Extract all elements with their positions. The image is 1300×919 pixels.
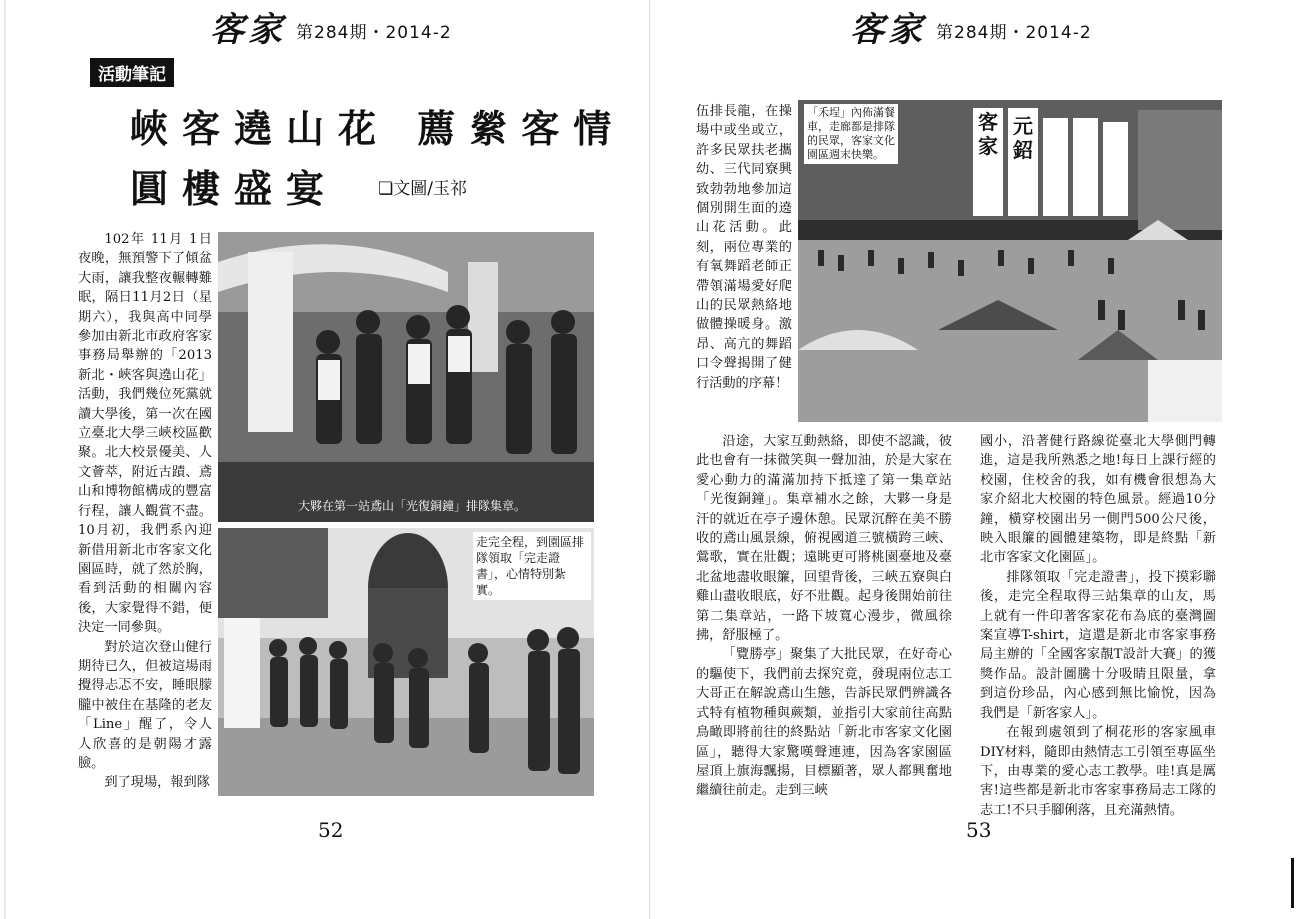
photo-queue-bell [218, 232, 594, 522]
right-text-column-right [980, 432, 1216, 820]
article-title-line2: 圓樓盛宴 [130, 166, 339, 211]
paragraph: 「覽勝亭」聚集了大批民眾，在好奇心的驅使下，我們前去探究竟，發現兩位志工大哥正在解說鳶山生態，告訴民眾們辨識各式特有植物種與蕨類，並指引大家前往高點鳥瞰即將前往的終點站「新北市客家文化園區」，聽得大家驚嘆聲連連，因為客家園區屋頂上旗海飄揚，目標顯著，眾人都興奮地繼續往前走。走到三峽 [696, 647, 952, 799]
right-text-column-middle [696, 432, 952, 801]
paragraph: 沿途，大家互動熱絡，即使不認識，彼此也會有一抹微笑與一聲加油，於是大家在愛心動力的滿滿加持下抵達了第一集章站「光復銅鐘」。集章補水之餘，大夥一身是汗的就近在亭子邊休憩。民眾沉醉在美不勝收的鳶山風景線，俯視國道三號橫跨三峽、鶯歌，實在壯觀；遠眺更可將桃園臺地及臺北盆地盡收眼簾，回望背後，三峽五寮與白雞山盡收眼底，好不壯觀。起身後開始前往第二集章站，一路下坡寬心漫步，微風徐拂，舒服極了。 [696, 434, 952, 644]
byline: ❏文圖/玉祁 [378, 179, 467, 199]
page-right [650, 0, 1300, 919]
photo-caption: 走完全程，到園區排隊領取「完走證書」，心情特別紮實。 [473, 532, 591, 600]
masthead-logo: 客家 [210, 10, 286, 50]
paragraph: 國小，沿著健行路線從臺北大學側門轉進，這是我所熟悉之地!每日上課行經的校園，住校舍的我，如有機會很想為大家介紹北大校園的特色風景。經過10分鐘，橫穿校園出另一側門500公尺後，映入眼簾的圓體建築物，即是終點「新北市客家文化園區」。 [980, 434, 1216, 566]
paragraph: 到了現場，報到隊 [104, 775, 210, 791]
issue-label: 第284期・2014-2 [296, 22, 452, 43]
photo-certificate-queue [218, 528, 594, 796]
masthead [210, 10, 452, 50]
paragraph: 排隊領取「完走證書」，投下摸彩聯後，走完全程取得三站集章的山友，馬上就有一件印著客家花布為底的臺灣圖案宣導T-shirt，這還是新北市客家事務局主辦的「全國客家靚T設計大賽」的獲獎作品。設計圖騰十分吸睛且限量，拿到這份珍品，內心感到無比愉悅，因為我們是「新客家人」。 [980, 569, 1216, 721]
banner-text: 元鉊 [1013, 114, 1033, 162]
masthead-logo: 客家 [850, 10, 926, 50]
banner-text: 客家 [978, 110, 998, 158]
paragraph: 伍排長龍，在操場中或坐或立，許多民眾扶老攜幼、三代同寮興致勃勃地參加這個別開生面的遶山花活動。此刻，兩位專業的有氧舞蹈老師正帶領滿場愛好爬山的民眾熱絡地做體操暖身。激昂、高亢的舞蹈口令聲揭開了健行活動的序幕！ [696, 104, 792, 391]
photo-illustration [218, 232, 594, 522]
photo-caption: 「禾埕」內佈滿餐車，走廊都是排隊的民眾，客家文化園區週末快樂。 [804, 104, 898, 164]
section-badge: 活動筆記 [90, 58, 174, 87]
paragraph: 在報到處領到了桐花形的客家風車DIY材料，隨即由熱情志工引領至專區坐下，由專業的愛心志工教學。哇!真是厲害!這些都是新北市客家事務局志工隊的志工!不只手腳俐落，且充滿熱情。 [980, 725, 1216, 818]
paragraph: 102年 11月 1日 夜晚，無預警下了傾盆大雨，讓我整夜輾轉難眠，隔日11月2日（星期六），我與高中同學參加由新北市政府客家事務局舉辦的「2013新北・峽客與遶山花」活動，我們幾位死黨就讀大學後，第一次在國立臺北大學三峽校區歡聚。北大校景優美、人文薈萃，附近古蹟、鳶山和博物館構成的豐富行程，讓人觀賞不盡。10月初，我們系內迎新借用新北市客家文化園區時，就了然於胸，看到活動的相關內容後，大家覺得不錯，便決定一同參與。 [78, 232, 212, 636]
article-title-line1: 峽客遶山花 薦縈客情 [130, 106, 626, 151]
photo-cultural-park [798, 100, 1222, 422]
left-text-column [78, 230, 212, 793]
page-number: 52 [318, 818, 344, 842]
photo-caption: 大夥在第一站鳶山「光復銅鐘」排隊集章。 [298, 499, 527, 513]
page-number: 53 [966, 818, 992, 842]
paragraph: 對於這次登山健行期待已久，但被這場雨攪得忐忑不安，睡眼朦朧中被住在基隆的老友「Line」醒了，令人人欣喜的是朝陽才露臉。 [78, 639, 212, 771]
right-text-column-top [696, 102, 792, 393]
masthead [850, 10, 1092, 50]
issue-label: 第284期・2014-2 [936, 22, 1092, 43]
